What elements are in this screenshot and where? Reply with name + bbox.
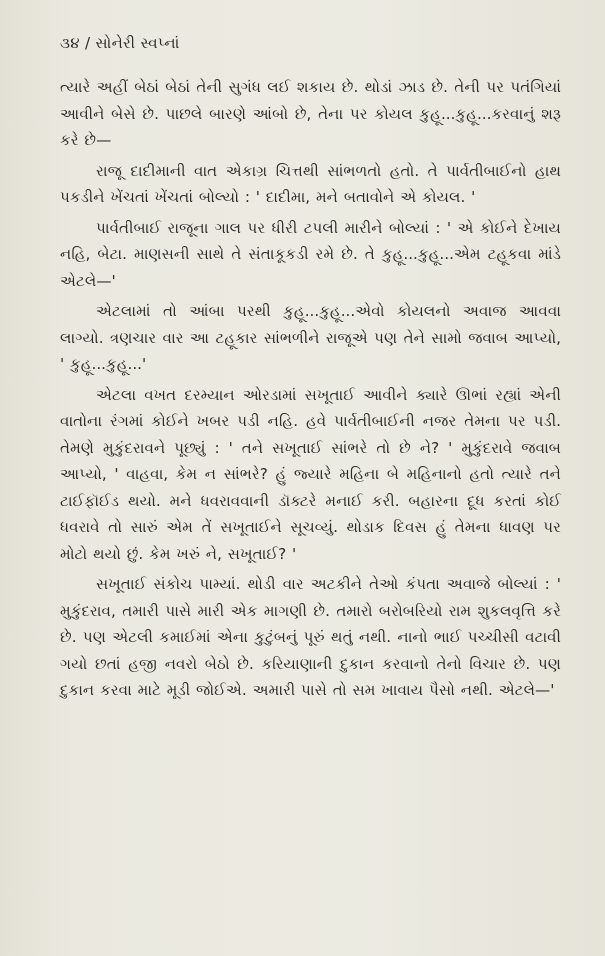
paragraph-1: ત્યારે અહીં બેઠાં બેઠાં તેની સુગંધ લઈ શકાય છે. થોડાં ઝાડ છે. તેની પર પતંગિયાં આવીને બેસે છે. પાછલે બારણે આંબો છે, તેના પર કોયલ કુહૂ...કુહૂ...કરવાનું શરૂ કરે છે— <box>60 78 561 149</box>
paragraph-6: સખૂતાઈ સંકોચ પામ્યાં. થોડી વાર અટકીને તેઓ કંપતા અવાજે બોલ્યાં : ' મુકુંદરાવ, તમારી પાસે મારી એક માગણી છે. તમારો બરોબરિયો રામ શુકલવૃત્તિ કરે છે. પણ એટલી કમાઈમાં એના કુટુંબનું પૂરું થતું નથી. નાનો ભાઈ પચ્ચીસી વટાવી ગયો છતાં હજી નવરો બેઠો છે. કરિયાણાની દુકાન કરવાનો તેનો વિચાર છે. પણ દુકાન કરવા માટે મૂડી જોઈએ. અમારી પાસે તો સમ ખાવાય પૈસો નથી. એટલે—' <box>60 575 561 699</box>
running-head: ૩૪ / સોનેરી સ્વપ્નાં <box>60 34 180 52</box>
paragraph-4: એટલામાં તો આંબા પરથી કુહૂ...કુહૂ...એવો કોયલનો અવાજ આવવા લાગ્યો. ત્રણચાર વાર આ ટહૂકાર સાંભળીને રાજૂએ પણ તેને સામો જવાબ આપ્યો, ' કુહૂ...કુહૂ...' <box>60 302 561 373</box>
paragraph-5: એટલા વખત દરમ્યાન ઓરડામાં સખૂતાઈ આવીને ક્યારે ઊભાં રહ્યાં એની વાતોના રંગમાં કોઈને ખબર પડી નહિ. હવે પાર્વતીબાઈની નજર તેમના પર પડી. તેમણે મુકુંદરાવને પૂછ્યું : ' તને સખૂતાઈ સાંભરે તો છે ને? ' મુકુંદરાવે જવાબ આપ્યો, ' વાહવા, કેમ ન સાંભરે? હું જ્યારે મહિના બે મહિનાનો હતો ત્યારે તને ટાઈફૉઈડ થયો. મને ધવરાવવાની ડૉક્ટરે મનાઈ કરી. બહારના દૂધ કરતાં કોઈ ધવરાવે તો સારું એમ તેં સખૂતાઈને સૂચવ્યું. થોડાક દિવસ હું તેમના ધાવણ પર મોટો થયો છું. કેમ ખરું ને, સખૂતાઈ? ' <box>60 385 561 563</box>
paragraph-3: પાર્વતીબાઈ રાજૂના ગાલ પર ધીરી ટપલી મારીને બોલ્યાં : ' એ કોઈને દેખાય નહિ, બેટા. માણસની સાથે તે સંતાકૂકડી રમે છે. તે કુહૂ...કુહૂ...એમ ટહૂકવા માંડે એટલે—' <box>60 218 561 290</box>
paragraph-2: રાજૂ દાદીમાની વાત એકાગ્ર ચિત્તથી સાંભળતો હતો. તે પાર્વતીબાઈનો હાથ પકડીને ખેંચતાં ખેંચતાં બોલ્યો : ' દાદીમા, મને બતાવોને એ કોયલ. ' <box>60 161 561 206</box>
